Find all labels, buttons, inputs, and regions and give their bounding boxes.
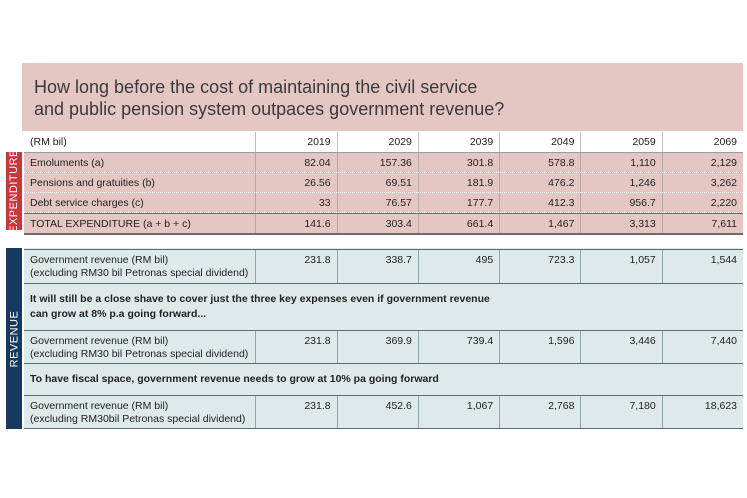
table-row (24, 193, 743, 213)
value-cell: 338.7 (337, 250, 418, 283)
year-header: 2069 (662, 132, 743, 152)
value-cell: 141.6 (255, 214, 336, 233)
value-cell: 578.8 (499, 153, 580, 172)
value-cell: 1,110 (580, 153, 661, 172)
revenue-side-label: REVENUE (6, 248, 22, 429)
value-cell: 3,446 (580, 331, 661, 363)
value-cell: 7,440 (662, 331, 743, 363)
value-cell: 231.8 (255, 250, 336, 283)
value-cell: 18,623 (662, 396, 743, 428)
value-cell: 1,067 (418, 396, 499, 428)
value-cell: 2,129 (662, 153, 743, 172)
value-cell: 3,262 (662, 173, 743, 192)
expenditure-table (24, 132, 743, 235)
title-line-1: How long before the cost of maintaining the civil service (34, 77, 478, 97)
scenario-note-8-percent: It will still be a close shave to cover just the three key expenses even if government revenue can grow at 8% p.a going forward... (30, 293, 490, 320)
value-cell: 69.51 (337, 173, 418, 192)
value-cell: 3,313 (580, 214, 661, 233)
row-label: Pensions and gratuities (b) (30, 176, 155, 189)
value-cell: 157.36 (337, 153, 418, 172)
table-row (24, 153, 743, 173)
unit-label: (RM bil) (30, 136, 67, 148)
revenue-row-label: Government revenue (RM bil) (excluding RM30 bil Petronas special dividend) (30, 335, 249, 360)
table-row (24, 173, 743, 193)
revenue-row (24, 249, 743, 284)
revenue-block (24, 248, 743, 429)
value-cell: 369.9 (337, 331, 418, 363)
scenario-note-10-percent: To have fiscal space, government revenue needs to grow at 10% pa going forward (30, 373, 439, 385)
value-cell: 1,596 (499, 331, 580, 363)
value-cell: 495 (418, 250, 499, 283)
value-cell: 7,180 (580, 396, 661, 428)
revenue-row (24, 395, 743, 429)
value-cell: 1,467 (499, 214, 580, 233)
value-cell: 26.56 (255, 173, 336, 192)
total-label: TOTAL EXPENDITURE (a + b + c) (30, 217, 191, 230)
title-box (22, 63, 743, 131)
value-cell: 231.8 (255, 396, 336, 428)
value-cell: 723.3 (499, 250, 580, 283)
header-row (24, 132, 743, 153)
value-cell: 956.7 (580, 193, 661, 212)
total-row (24, 213, 743, 235)
row-label: Debt service charges (c) (30, 196, 144, 209)
value-cell: 739.4 (418, 331, 499, 363)
page-title (34, 76, 634, 120)
year-header: 2039 (418, 132, 499, 152)
value-cell: 177.7 (418, 193, 499, 212)
value-cell: 2,220 (662, 193, 743, 212)
value-cell: 476.2 (499, 173, 580, 192)
value-cell: 1,057 (580, 250, 661, 283)
title-line-2: and public pension system outpaces government revenue? (34, 99, 505, 119)
revenue-row (24, 330, 743, 364)
value-cell: 452.6 (337, 396, 418, 428)
row-label: Emoluments (a) (30, 156, 105, 169)
value-cell: 7,611 (662, 214, 743, 233)
value-cell: 412.3 (499, 193, 580, 212)
expenditure-side-label: EXPENDITURE (8, 149, 20, 233)
year-header: 2029 (337, 132, 418, 152)
value-cell: 82.04 (255, 153, 336, 172)
revenue-row-label: Government revenue (RM bil) (excluding RM30 bil Petronas special dividend) (30, 254, 249, 279)
year-header: 2019 (255, 132, 336, 152)
value-cell: 231.8 (255, 331, 336, 363)
value-cell: 301.8 (418, 153, 499, 172)
value-cell: 33 (255, 193, 336, 212)
year-header: 2059 (580, 132, 661, 152)
value-cell: 661.4 (418, 214, 499, 233)
value-cell: 1,246 (580, 173, 661, 192)
value-cell: 1,544 (662, 250, 743, 283)
revenue-row-label: Government revenue (RM bil) (excluding RM30bil Petronas special dividend) (30, 400, 246, 425)
value-cell: 76.57 (337, 193, 418, 212)
value-cell: 2,768 (499, 396, 580, 428)
value-cell: 181.9 (418, 173, 499, 192)
value-cell: 303.4 (337, 214, 418, 233)
year-header: 2049 (499, 132, 580, 152)
